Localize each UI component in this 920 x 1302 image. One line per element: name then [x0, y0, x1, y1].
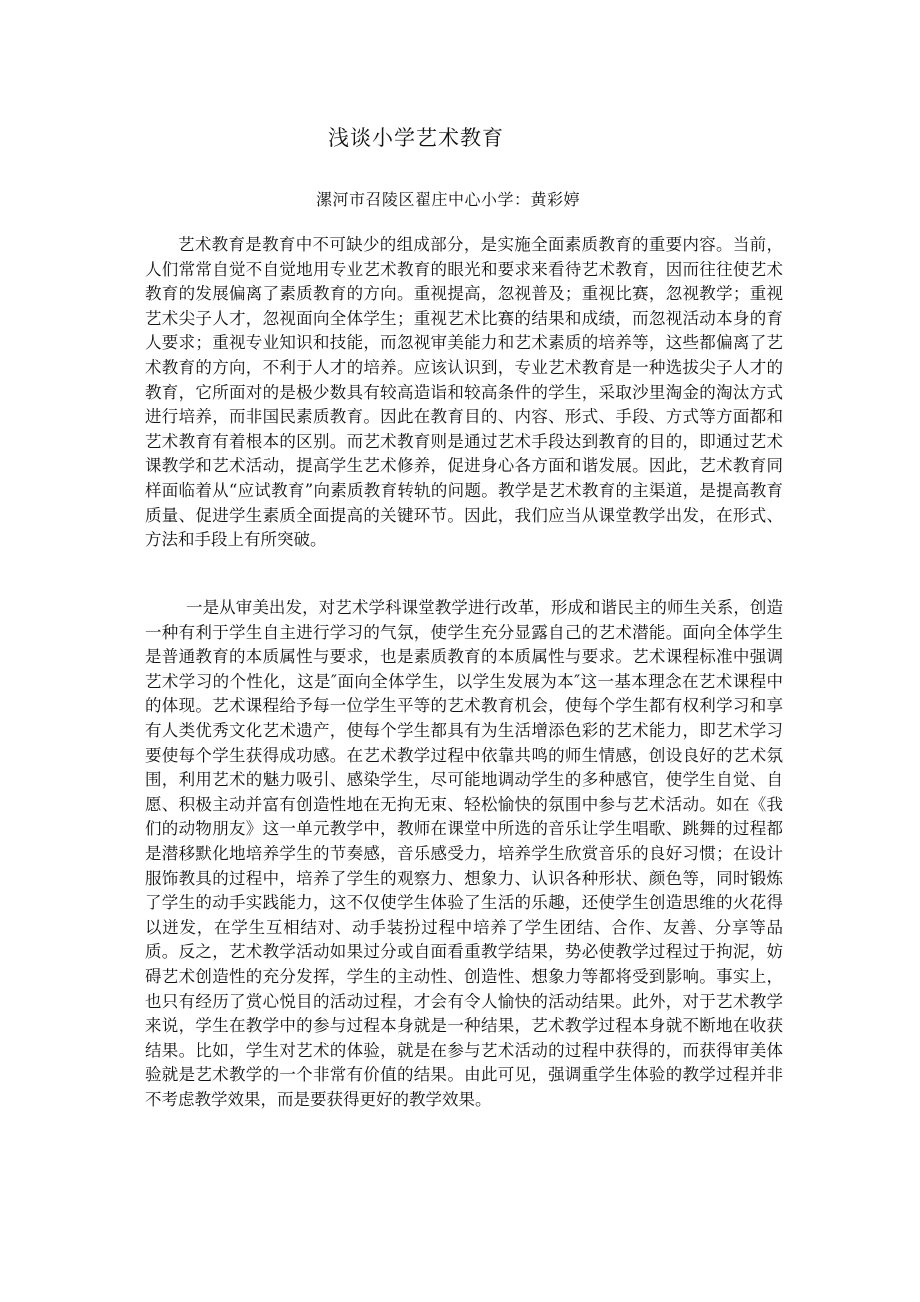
document-title: 浅谈小学艺术教育: [328, 126, 504, 150]
paragraph-1: 艺术教育是教育中不可缺少的组成部分，是实施全面素质教育的重要内容。当前，人们常常自觉不自觉地用专业艺术教育的眼光和要求来看待艺术教育，因而往往使艺术教育的发展偏离了素质教育的方向。重视提高，忽视普及；重视比赛，忽视教学；重视艺术尖子人才，忽视面向全体学生；重视艺术比赛的结果和成绩，而忽视活动本身的育人要求；重视专业知识和技能，而忽视审美能力和艺术素质的培养等，这些都偏离了艺术教育的方向，不利于人才的培养。应该认识到，专业艺术教育是一种选拔尖子人才的教育，它所面对的是极少数具有较高造诣和较高条件的学生，采取沙里淘金的淘汰方式进行培养，而非国民素质教育。因此在教育目的、内容、形式、手段、方式等方面都和艺术教育有着根本的区别。而艺术教育则是通过艺术手段达到教育的目的，即通过艺术课教学和艺术活动，提高学生艺术修养，促进身心各方面和谐发展。因此，艺术教育同样面临着从“应试教育”向素质教育转轨的问题。教学是艺术教育的主渠道，是提高教育质量、促进学生素质全面提高的关键环节。因此，我们应当从课堂教学出发，在形式、方法和手段上有所突破。: [145, 235, 783, 550]
author-line: 漯河市召陵区翟庄中心小学：黄彩婷: [316, 190, 581, 209]
paragraph-2: 一是从审美出发，对艺术学科课堂教学进行改革，形成和谐民主的师生关系，创造一种有利于学生自主进行学习的气氛，使学生充分显露自己的艺术潜能。面向全体学生是普通教育的本质属性与要求，也是素质教育的本质属性与要求。艺术课程标准中强调艺术学习的个性化，这是″面向全体学生，以学生发展为本″这一基本理念在艺术课程中的体现。艺术课程给予每一位学生平等的艺术教育机会，使每个学生都有权利学习和享有人类优秀文化艺术遗产，使每个学生都具有为生活增添色彩的艺术能力，即艺术学习要使每个学生获得成功感。在艺术教学过程中依靠共鸣的师生情感，创设良好的艺术氛围，利用艺术的魅力吸引、感染学生，尽可能地调动学生的多种感官，使学生自觉、自愿、积极主动并富有创造性地在无拘无束、轻松愉快的氛围中参与艺术活动。如在《我们的动物朋友》这一单元教学中，教师在课堂中所选的音乐让学生唱歌、跳舞的过程都是潜移默化地培养学生的节奏感，音乐感受力，培养学生欣赏音乐的良好习惯；在设计服饰教具的过程中，培养了学生的观察力、想象力、认识各种形状、颜色等，同时锻炼了学生的动手实践能力，这不仅使学生体验了生活的乐趣，还使学生创造思维的火花得以迸发，在学生互相结对、动手装扮过程中培养了学生团结、合作、友善、分享等品质。反之，艺术教学活动如果过分或自面看重教学结果，势必使教学过程过于拘泥，妨碍艺术创造性的充分发挥，学生的主动性、创造性、想象力等都将受到影响。事实上，也只有经历了赏心悦目的活动过程，才会有令人愉快的活动结果。此外，对于艺术教学来说，学生在教学中的参与过程本身就是一种结果，艺术教学过程本身就不断地在收获结果。比如，学生对艺术的体验，就是在参与艺术活动的过程中获得的，而获得审美体验就是艺术教学的一个非常有价值的结果。由此可见，强调重学生体验的教学过程并非不考虑教学效果，而是要获得更好的教学效果。: [145, 598, 783, 1109]
